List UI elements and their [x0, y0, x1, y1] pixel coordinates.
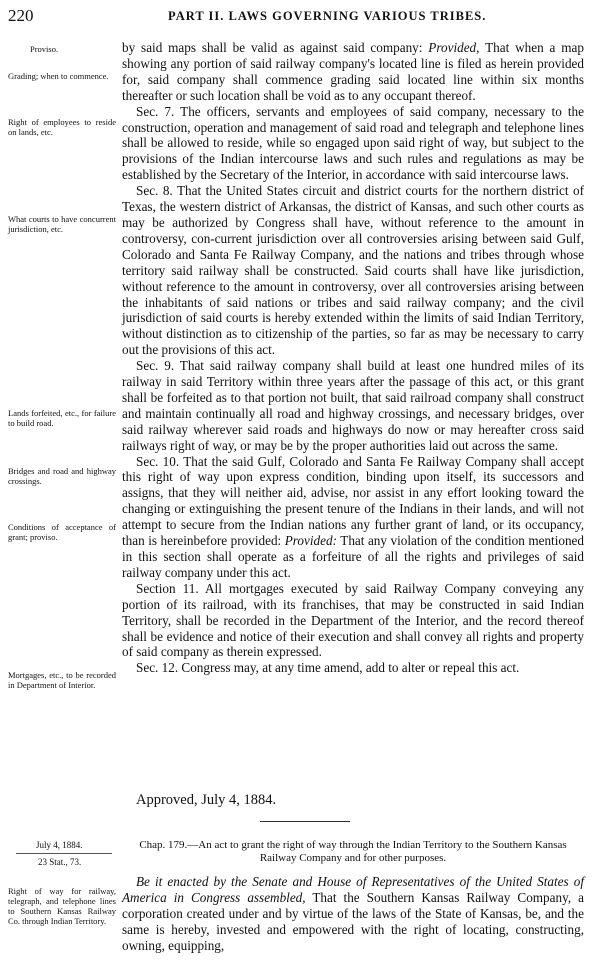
margin-note-courts: What courts to have concurrent jurisdiction, etc.: [8, 214, 116, 234]
section-7: Sec. 7. The officers, servants and employees of said company, necessary to the construction, operation and management of said road and telegraph and telephone lines shall be allowed to reside, while so engaged upon said right of way, but subject to the provisions of the Indian intercourse laws and such rules and regulations as may be established by the Secretary of the Interior, in accordance with said intercourse laws.: [122, 103, 584, 183]
margin-note-grading: Grading; when to commence.: [8, 71, 109, 81]
enacting-clause: Be it enacted by the Senate and House of Representatives of the United States of America in Congress assembled, That the Southern Kansas Railway Company, a corporation created under and by virtue of the laws of the State of Kansas, be, and the same is hereby, invested and empowered with the right of locating, constructing, owning, equipping,: [122, 874, 584, 953]
chapter-heading: Chap. 179.—An act to grant the right of way through the Indian Territory to the Southern Kansas Railway Company and for other purposes.: [139, 839, 567, 864]
margin-note-bridges: Bridges and road and highway crossings.: [8, 466, 116, 486]
approved-line: Approved, July 4, 1884.: [136, 792, 277, 808]
margin-note-mortgages: Mortgages, etc., to be recorded in Department of Interior.: [8, 670, 116, 690]
section-8: Sec. 8. That the United States circuit and district courts for the northern district of Texas, the western district of Arkansas, the district of Kansas, and such other courts as may be authorized by Congress shall have, without reference to the amount in controversy, con-current jurisdiction over all controversies arising between said Gulf, Colorado and Santa Fe Railway Company, and the nations and tribes through whose territory said railway shall be constructed. Said courts shall have like jurisdiction, without reference to the amount in controversy, over all controversies arising between the inhabitants of said nations or tribes and said railway company; and the civil jurisdiction of said courts is hereby extended within the limits of said Indian Territory, without distinction as to citizenship of the parties, so far as may be necessary to carry out the provisions of this act.: [122, 183, 584, 358]
enactment-text: [122, 874, 584, 954]
margin-note-proviso: Proviso.: [30, 44, 59, 54]
margin-note-date: July 4, 1884.: [36, 840, 83, 850]
divider-rule: [260, 821, 350, 822]
section-11: Section 11. All mortgages executed by said Railway Company conveying any portion of its railroad, with its franchises, that may be constructed in said Indian Territory, shall be recorded in the Department of the Interior, and the record thereof shall be evidence and notice of their execution and shall convey all rights and property of said company as therein expressed.: [122, 580, 584, 660]
section-9: Sec. 9. That said railway company shall build at least one hundred miles of its railway in said Territory within three years after the passage of this act, or this grant shall be forfeited as to that portion not built, that said railroad company shall construct and maintain continually all road and highway crossings, and necessary bridges, over said railway wherever said roads and highways do now or may hereafter cross said railways right of way, or may be by the proper authorities laid out across the same.: [122, 358, 584, 453]
margin-note-lands: Lands forfeited, etc., for failure to build road.: [8, 408, 116, 428]
margin-note-right-of-way: Right of way for railway, telegraph, and telephone lines to Southern Kansas Railway Co. through Indian Territory.: [8, 886, 116, 926]
margin-note-conditions: Conditions of acceptance of grant; proviso.: [8, 522, 116, 542]
paragraph-proviso: by said maps shall be valid as against said company: Provided, That when a map showing any portion of said railway company's located line is filed as herein provided for, said company shall commence grading said located line within six months thereafter or such location shall be void as to any occupant thereof.: [122, 40, 584, 103]
section-10: Sec. 10. That the said Gulf, Colorado and Santa Fe Railway Company shall accept this right of way upon express condition, binding upon itself, its successors and assigns, that they will neither aid, advise, nor assist in any effort looking toward the changing or extinguishing the present tenure of the Indians in their lands, and will not attempt to secure from the Indian nations any further grant of land, or its occupancy, than is hereinbefore provided: Provided: That any violation of the condition mentioned in this section shall operate as a forfeiture of all the rights and privileges of said railway company under this act.: [122, 453, 585, 580]
body-text: [122, 40, 584, 676]
running-head: PART II. LAWS GOVERNING VARIOUS TRIBES.: [168, 9, 487, 23]
page-header: [8, 6, 588, 28]
section-12: Sec. 12. Congress may, at any time amend, add to alter or repeal this act.: [136, 660, 520, 676]
margin-note-stat: 23 Stat., 73.: [38, 857, 82, 867]
page-number: 220: [8, 6, 34, 25]
date-rule: [16, 853, 112, 854]
margin-note-employees: Right of employees to reside on lands, etc.: [8, 117, 116, 137]
